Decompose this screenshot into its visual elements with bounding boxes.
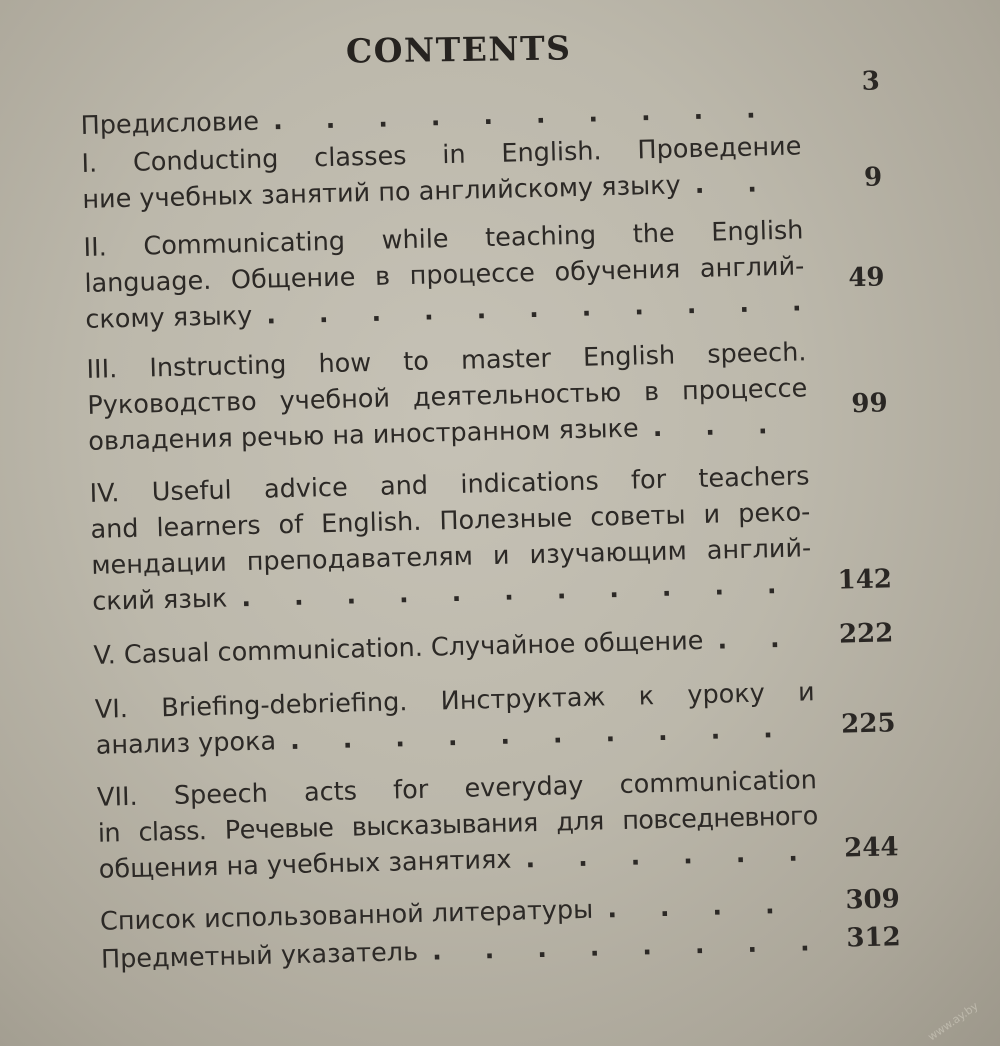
toc-entry-text: VI. Briefing-debriefing. Инструктаж к уроку и — [94, 677, 816, 725]
toc-page-number: 222 — [838, 618, 894, 650]
toc-page-number: 309 — [845, 884, 901, 916]
leader-dots — [418, 924, 822, 970]
leader-dots — [638, 406, 808, 446]
toc-entry-text: language. Общение в процессе обучения англий- — [84, 251, 805, 299]
toc-entry-text: in class. Речевые высказывания для повседневного — [97, 801, 819, 849]
toc-page-number: 99 — [851, 388, 889, 420]
table-of-contents — [80, 66, 921, 978]
toc-entry-chapter-5 — [93, 618, 894, 674]
toc-page-number: 3 — [861, 66, 881, 97]
toc-entry-text: Руководство учебной деятельностью в процессе — [87, 373, 808, 421]
toc-entry-chapter-7 — [96, 762, 899, 888]
toc-entry-text: Предметный указатель — [100, 936, 419, 975]
toc-entry-chapter-1 — [81, 128, 883, 218]
toc-entry-text: ский язык — [91, 583, 228, 617]
toc-entry-text: ние учебных занятий по английскому языку — [82, 170, 682, 215]
toc-entry-text: скому языку — [85, 300, 253, 335]
leader-dots — [511, 834, 819, 877]
toc-entry-text: and learners of English. Полезные советы и реко- — [90, 497, 811, 545]
toc-page-number: 49 — [848, 262, 885, 294]
toc-entry-text: анализ урока — [95, 726, 277, 761]
toc-page-number: 312 — [846, 922, 902, 954]
toc-entry-text: I. Conducting classes in English. Проведение — [81, 131, 802, 179]
contents-heading: CONTENTS — [345, 28, 572, 71]
toc-entry-text: Предисловие — [80, 106, 260, 141]
toc-page-number: 9 — [863, 162, 883, 193]
leader-dots — [703, 620, 814, 659]
toc-entry-text: мендации преподавателям и изучающим англий- — [91, 533, 812, 581]
leader-dots — [593, 886, 820, 928]
toc-entry-text: II. Communicating while teaching the English — [83, 215, 804, 263]
toc-page-number: 142 — [837, 564, 893, 596]
toc-entry-chapter-3 — [86, 334, 889, 460]
toc-entry-text: общения на учебных занятиях — [98, 844, 512, 885]
toc-entry-chapter-4 — [89, 458, 893, 620]
toc-entry-text: V. Casual communication. Случайное общение — [93, 625, 704, 671]
toc-entry-text: овладения речью на иностранном языке — [87, 413, 640, 457]
toc-page-number: 225 — [840, 708, 896, 740]
toc-entry-text: IV. Useful advice and indications for teachers — [89, 461, 810, 509]
toc-entry-chapter-6 — [94, 674, 896, 764]
toc-entry-text: VII. Speech acts for everyday communication — [96, 765, 818, 813]
toc-entry-chapter-2 — [83, 212, 885, 338]
toc-page-number: 244 — [843, 832, 899, 864]
leader-dots — [680, 164, 802, 203]
toc-entry-text: III. Instructing how to master English speech. — [86, 337, 807, 385]
watermark: www.ay.by — [925, 999, 981, 1044]
toc-entry-text: Список использованной литературы — [99, 894, 594, 937]
